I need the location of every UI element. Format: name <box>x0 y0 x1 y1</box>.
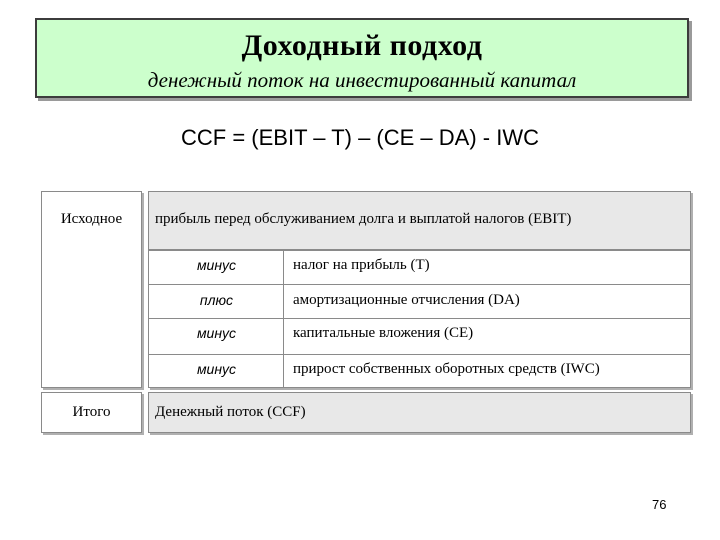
title-box <box>35 18 689 98</box>
row-item-4-text: прирост собственных оборотных средств (IWC) <box>293 361 600 377</box>
row-item-1 <box>283 250 691 285</box>
row-op-4-text: минус <box>196 361 237 377</box>
row-op-2 <box>148 284 285 319</box>
row-item-3 <box>283 318 691 355</box>
total-row-text: Денежный поток (CCF) <box>155 404 306 420</box>
label-start: Исходное <box>60 211 123 227</box>
slide-title: Доходный подход <box>241 29 483 62</box>
formula: CCF = (EBIT – T) – (CE – DA) - IWC <box>181 125 539 150</box>
row-item-1-text: налог на прибыль (T) <box>293 257 430 273</box>
base-row-text: прибыль перед обслуживанием долга и выплатой налогов (EBIT) <box>155 211 572 227</box>
row-op-1-text: минус <box>196 257 237 273</box>
slide-subtitle: денежный поток на инвестированный капитал <box>147 68 577 92</box>
row-op-2-text: плюс <box>199 292 234 308</box>
row-op-3 <box>148 318 285 355</box>
total-row <box>148 392 691 433</box>
row-op-4 <box>148 354 285 388</box>
left-label-box-total <box>41 392 142 433</box>
row-item-2 <box>283 284 691 319</box>
label-total: Итого <box>72 404 111 420</box>
row-item-4 <box>283 354 691 388</box>
row-item-2-text: амортизационные отчисления (DA) <box>293 292 520 308</box>
left-label-box-start <box>41 191 142 388</box>
row-item-3-text: капитальные вложения (CE) <box>293 325 474 341</box>
row-op-1 <box>148 250 285 285</box>
row-op-3-text: минус <box>196 325 237 341</box>
base-row <box>148 191 691 250</box>
page-number: 76 <box>652 497 667 512</box>
